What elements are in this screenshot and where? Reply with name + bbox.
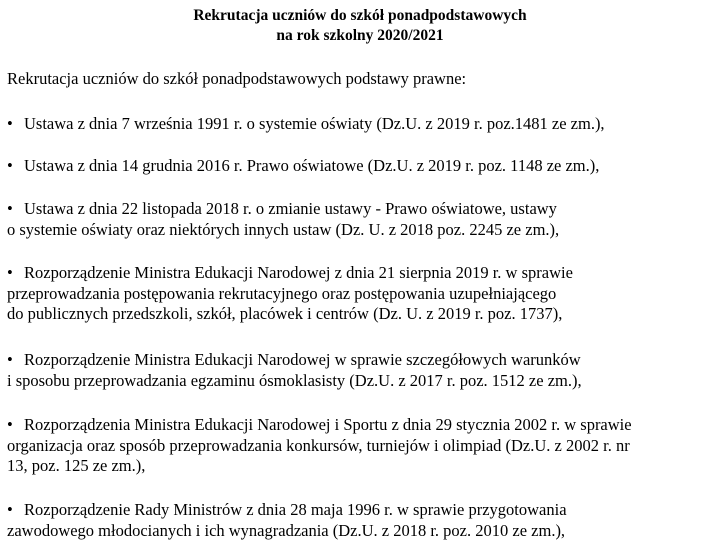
item-text: do publicznych przedszkoli, szkół, placówek i centrów (Dz. U. z 2019 r. poz. 1737), <box>7 304 563 324</box>
item-text: Ustawa z dnia 14 grudnia 2016 r. Prawo oświatowe (Dz.U. z 2019 r. poz. 1148 ze zm.), <box>24 156 600 175</box>
title-line-2: na rok szkolny 2020/2021 <box>276 27 444 44</box>
legal-basis-item <box>7 350 713 391</box>
bullet-icon: • <box>7 500 13 519</box>
legal-basis-item <box>7 156 713 177</box>
document-title <box>0 6 720 46</box>
bullet-icon: • <box>7 199 13 218</box>
legal-basis-item <box>7 199 713 240</box>
item-text: przeprowadzania postępowania rekrutacyjnego oraz postępowania uzupełniającego <box>7 283 557 303</box>
item-text: i sposobu przeprowadzania egzaminu ósmoklasisty (Dz.U. z 2017 r. poz. 1512 ze zm.), <box>7 370 582 390</box>
title-line-1: Rekrutacja uczniów do szkół ponadpodstawowych <box>193 7 527 24</box>
legal-basis-item <box>7 415 713 477</box>
item-text: Rozporządzenie Ministra Edukacji Narodowej z dnia 21 sierpnia 2019 r. w sprawie <box>24 263 573 282</box>
intro-text: Rekrutacja uczniów do szkół ponadpodstawowych podstawy prawne: <box>7 69 467 88</box>
legal-basis-item <box>7 263 713 325</box>
legal-basis-item <box>7 500 713 541</box>
item-text: o systemie oświaty oraz niektórych innych ustaw (Dz. U. z 2018 poz. 2245 ze zm.), <box>7 219 560 239</box>
item-text: Rozporządzenia Ministra Edukacji Narodowej i Sportu z dnia 29 stycznia 2002 r. w sprawie <box>24 415 632 434</box>
item-text: Rozporządzenie Rady Ministrów z dnia 28 maja 1996 r. w sprawie przygotowania <box>24 500 567 519</box>
item-text: 13, poz. 125 ze zm.), <box>7 456 146 476</box>
bullet-icon: • <box>7 415 13 434</box>
item-text: Ustawa z dnia 22 listopada 2018 r. o zmianie ustawy - Prawo oświatowe, ustawy <box>24 199 557 218</box>
bullet-icon: • <box>7 156 13 175</box>
item-text: Rozporządzenie Ministra Edukacji Narodowej w sprawie szczegółowych warunków <box>24 350 581 369</box>
item-text: Ustawa z dnia 7 września 1991 r. o systemie oświaty (Dz.U. z 2019 r. poz.1481 ze zm.), <box>24 114 605 133</box>
bullet-icon: • <box>7 263 13 282</box>
bullet-icon: • <box>7 114 13 133</box>
item-text: zawodowego młodocianych i ich wynagradzania (Dz.U. z 2018 r. poz. 2010 ze zm.), <box>7 520 566 540</box>
item-text: organizacja oraz sposób przeprowadzania konkursów, turniejów i olimpiad (Dz.U. z 2002 r. nr <box>7 435 630 455</box>
legal-basis-item <box>7 114 713 135</box>
bullet-icon: • <box>7 350 13 369</box>
